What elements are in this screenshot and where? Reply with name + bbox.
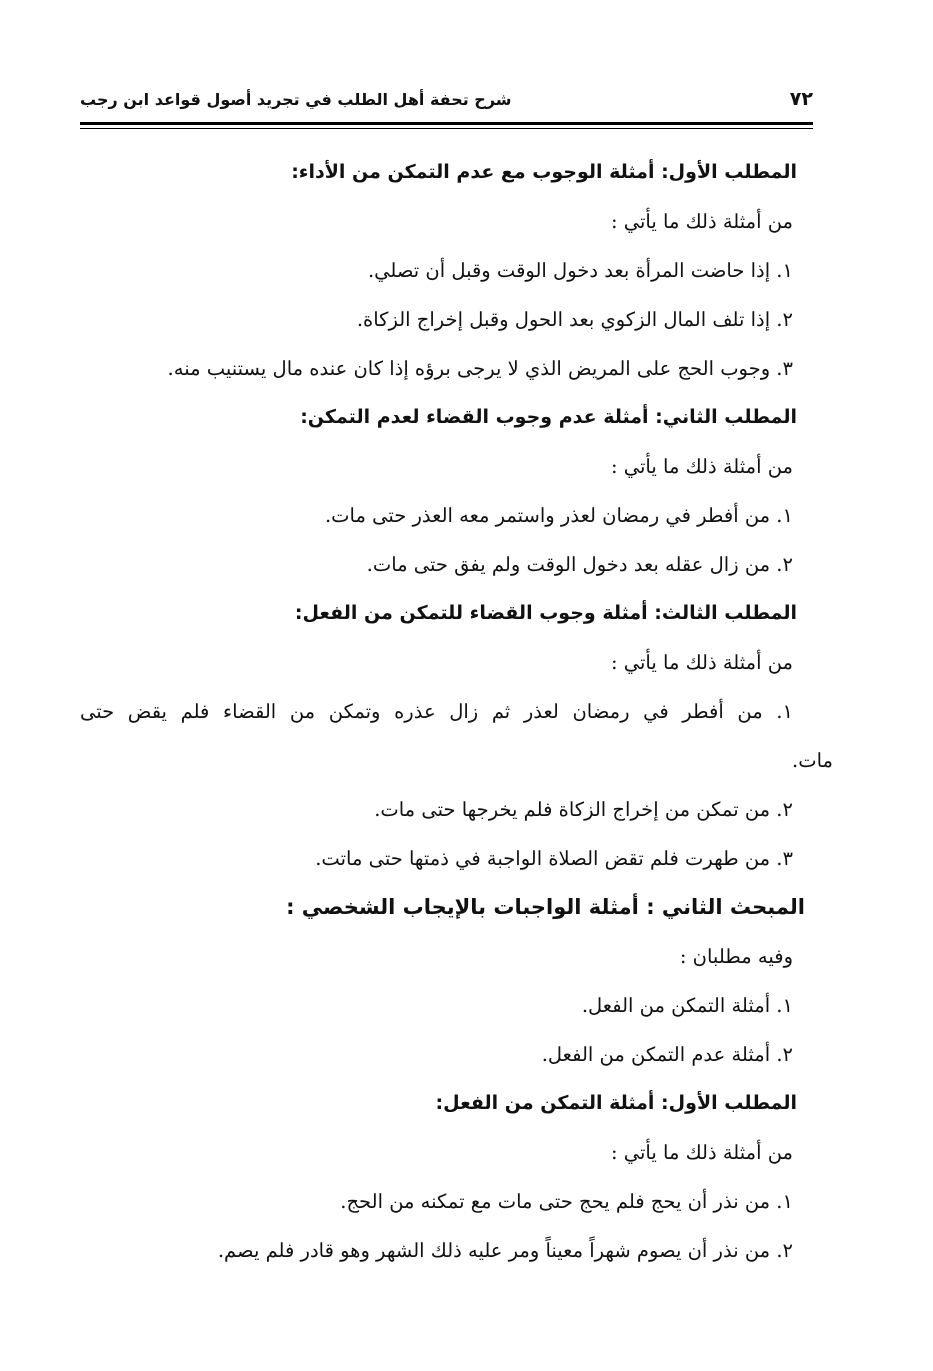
list-item: ٢. إذا تلف المال الزكوي بعد الحول وقبل إخراج الزكاة. <box>356 308 793 331</box>
list-item: ٢. من زال عقله بعد دخول الوقت ولم يفق حتى مات. <box>366 553 793 576</box>
header-rule-thin <box>80 128 813 129</box>
list-item: ٢. أمثلة عدم التمكن من الفعل. <box>541 1043 793 1066</box>
list-item: ١. إذا حاضت المرأة بعد دخول الوقت وقبل أن تصلي. <box>367 259 793 282</box>
list-item: ١. من نذر أن يحج فلم يحج حتى مات مع تمكنه من الحج. <box>340 1190 793 1213</box>
list-item: ٣. من طهرت فلم تقض الصلاة الواجبة في ذمتها حتى ماتت. <box>315 847 793 870</box>
list-item: ٢. من نذر أن يصوم شهراً معيناً ومر عليه ذلك الشهر وهو قادر فلم يصم. <box>217 1239 793 1262</box>
section-heading-1: المطلب الأول: أمثلة الوجوب مع عدم التمكن من الأداء: <box>291 161 797 183</box>
paragraph-intro-2: من أمثلة ذلك ما يأتي : <box>610 455 793 478</box>
list-item: ١. من أفطر في رمضان لعذر واستمر معه العذر حتى مات. <box>324 504 793 527</box>
paragraph-intro-3: من أمثلة ذلك ما يأتي : <box>610 651 793 674</box>
page-body <box>80 148 833 1275</box>
list-item: ٣. وجوب الحج على المريض الذي لا يرجى برؤه إذا كان عنده مال يستنيب منه. <box>167 357 793 380</box>
list-item-continuation: مات. <box>792 749 833 772</box>
chapter-heading: المبحث الثاني : أمثلة الواجبات بالإيجاب الشخصي : <box>286 895 805 919</box>
header-rule <box>80 122 813 125</box>
section-heading-3: المطلب الثالث: أمثلة وجوب القضاء للتمكن من الفعل: <box>294 602 797 624</box>
running-header <box>80 86 813 116</box>
list-item: ٢. من تمكن من إخراج الزكاة فلم يخرجها حتى مات. <box>374 798 793 821</box>
book-title: شرح تحفة أهل الطلب في تجريد أصول قواعد ابن رجب <box>80 90 512 109</box>
list-item: ١. أمثلة التمكن من الفعل. <box>581 994 793 1017</box>
section-heading-4: المطلب الأول: أمثلة التمكن من الفعل: <box>435 1092 797 1114</box>
paragraph-intro-1: من أمثلة ذلك ما يأتي : <box>610 210 793 233</box>
section-heading-2: المطلب الثاني: أمثلة عدم وجوب القضاء لعدم التمكن: <box>300 406 797 428</box>
paragraph-intro-4: وفيه مطلبان : <box>679 945 793 968</box>
page-number: ٧٢ <box>789 88 813 110</box>
paragraph-intro-5: من أمثلة ذلك ما يأتي : <box>610 1141 793 1164</box>
list-item: ١. من أفطر في رمضان لعذر ثم زال عذره وتمكن من القضاء فلم يقض حتى <box>80 700 793 723</box>
